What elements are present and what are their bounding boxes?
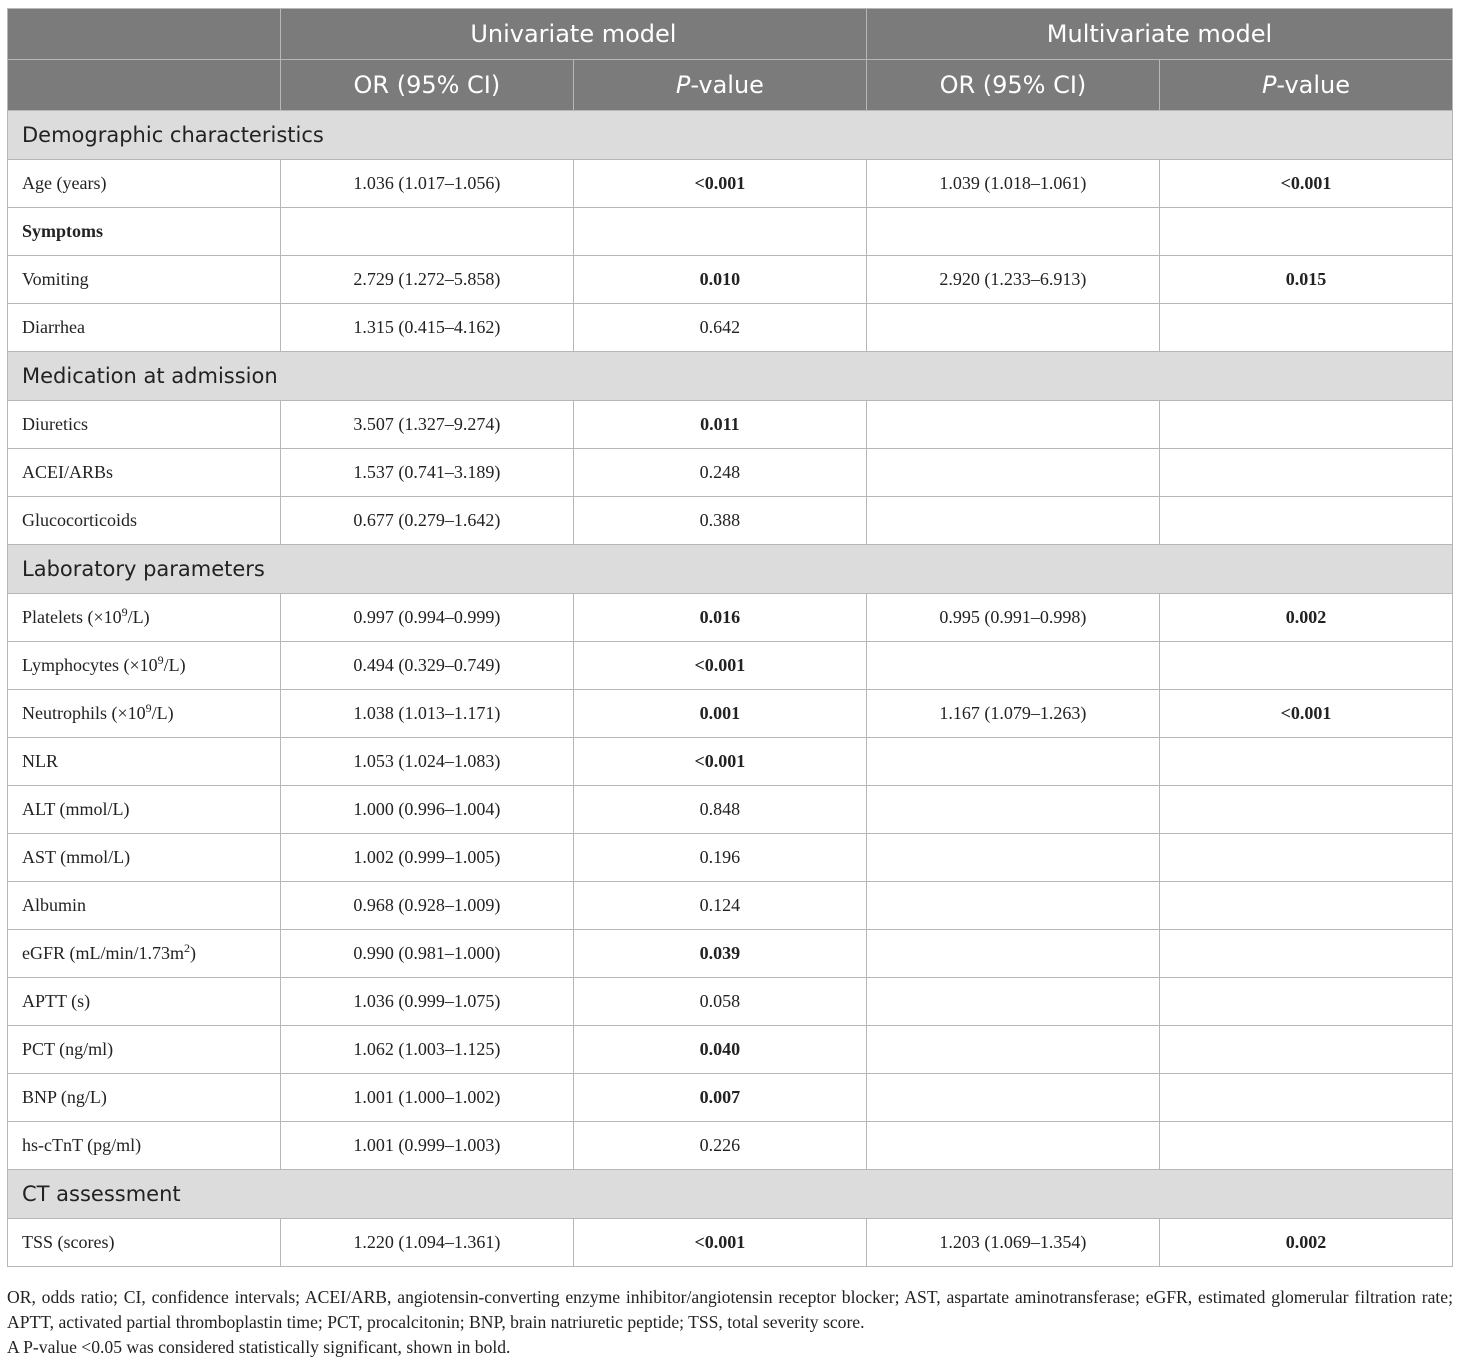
table-row: [8, 1219, 1453, 1267]
empty-cell: [866, 1122, 1159, 1170]
regression-table: [7, 8, 1453, 1267]
uni-p-cell: 0.848: [573, 786, 866, 834]
section-row: [8, 1170, 1453, 1219]
uni-p-cell: 0.058: [573, 978, 866, 1026]
empty-cell: [866, 449, 1159, 497]
section-row: [8, 545, 1453, 594]
empty-cell: [866, 642, 1159, 690]
table-row: [8, 256, 1453, 304]
multi-or-cell: 1.167 (1.079–1.263): [866, 690, 1159, 738]
uni-or-cell: 1.038 (1.013–1.171): [280, 690, 573, 738]
uni-or-cell: 0.997 (0.994–0.999): [280, 594, 573, 642]
multi-p-cell: <0.001: [1159, 160, 1452, 208]
section-medication: Medication at admission: [8, 352, 1453, 401]
header-uni-p: [573, 60, 866, 111]
row-label: PCT (ng/ml): [8, 1026, 281, 1074]
row-label: Diarrhea: [8, 304, 281, 352]
row-label: AST (mmol/L): [8, 834, 281, 882]
header-blank-2: [8, 60, 281, 111]
empty-cell: [1159, 497, 1452, 545]
empty-cell: [1159, 738, 1452, 786]
label-text: eGFR (mL/min/1.73m: [22, 943, 184, 963]
empty-cell: [1159, 449, 1452, 497]
row-label: Diuretics: [8, 401, 281, 449]
multi-p-cell: <0.001: [1159, 690, 1452, 738]
label-superscript: 9: [157, 653, 164, 667]
empty-cell: [866, 304, 1159, 352]
empty-cell: [866, 401, 1159, 449]
label-superscript: 9: [145, 701, 152, 715]
row-label: [8, 930, 281, 978]
empty-cell: [866, 930, 1159, 978]
empty-cell: [1159, 978, 1452, 1026]
empty-cell: [866, 1026, 1159, 1074]
empty-cell: [866, 497, 1159, 545]
empty-cell: [866, 882, 1159, 930]
row-label: hs-cTnT (pg/ml): [8, 1122, 281, 1170]
uni-or-cell: 3.507 (1.327–9.274): [280, 401, 573, 449]
uni-p-cell: <0.001: [573, 160, 866, 208]
empty-cell: [1159, 208, 1452, 256]
section-row: [8, 352, 1453, 401]
table-row: [8, 401, 1453, 449]
empty-cell: [1159, 304, 1452, 352]
empty-cell: [1159, 1074, 1452, 1122]
uni-p-cell: 0.124: [573, 882, 866, 930]
uni-or-cell: 1.001 (0.999–1.003): [280, 1122, 573, 1170]
header-uni-or: OR (95% CI): [280, 60, 573, 111]
uni-or-cell: 1.001 (1.000–1.002): [280, 1074, 573, 1122]
header-multi-p: [1159, 60, 1452, 111]
table-row: [8, 1074, 1453, 1122]
uni-p-cell: 0.226: [573, 1122, 866, 1170]
uni-or-cell: 2.729 (1.272–5.858): [280, 256, 573, 304]
section-demographic: Demographic characteristics: [8, 111, 1453, 160]
uni-or-cell: 1.220 (1.094–1.361): [280, 1219, 573, 1267]
table-row: [8, 642, 1453, 690]
row-label: BNP (ng/L): [8, 1074, 281, 1122]
label-text: Lymphocytes (×10: [22, 655, 158, 675]
uni-p-cell: 0.388: [573, 497, 866, 545]
row-label: [8, 594, 281, 642]
empty-cell: [866, 208, 1159, 256]
uni-or-cell: 0.968 (0.928–1.009): [280, 882, 573, 930]
row-label: NLR: [8, 738, 281, 786]
multi-p-cell: 0.002: [1159, 1219, 1452, 1267]
label-superscript: 9: [121, 605, 128, 619]
p-italic: P: [1261, 71, 1277, 99]
uni-p-cell: <0.001: [573, 1219, 866, 1267]
table-row: [8, 160, 1453, 208]
multi-p-cell: 0.002: [1159, 594, 1452, 642]
multi-or-cell: 1.203 (1.069–1.354): [866, 1219, 1159, 1267]
table-row: [8, 497, 1453, 545]
empty-cell: [866, 1074, 1159, 1122]
table-row: [8, 1026, 1453, 1074]
uni-p-cell: 0.040: [573, 1026, 866, 1074]
uni-p-cell: 0.010: [573, 256, 866, 304]
row-label: Symptoms: [8, 208, 281, 256]
empty-cell: [1159, 930, 1452, 978]
uni-or-cell: 1.036 (0.999–1.075): [280, 978, 573, 1026]
uni-p-cell: 0.039: [573, 930, 866, 978]
uni-p-cell: 0.196: [573, 834, 866, 882]
uni-or-cell: 1.036 (1.017–1.056): [280, 160, 573, 208]
table-row: [8, 882, 1453, 930]
section-ct: CT assessment: [8, 1170, 1453, 1219]
table-row: [8, 930, 1453, 978]
footnote-abbreviations: OR, odds ratio; CI, confidence intervals; ACEI/ARB, angiotensin-converting enzyme inhibitor/angiotensin receptor blocker; AST, aspartate aminotransferase; eGFR, estimated glomerular filtration rate; APTT, activated partial thromboplastin time; PCT, procalcitonin; BNP, brain natriuretic peptide; TSS, total severity score.: [7, 1287, 1453, 1332]
uni-p-cell: 0.007: [573, 1074, 866, 1122]
multi-or-cell: 0.995 (0.991–0.998): [866, 594, 1159, 642]
p-suffix: -value: [690, 71, 764, 99]
label-text: Neutrophils (×10: [22, 703, 146, 723]
multi-or-cell: 2.920 (1.233–6.913): [866, 256, 1159, 304]
uni-p-cell: <0.001: [573, 738, 866, 786]
uni-or-cell: 1.537 (0.741–3.189): [280, 449, 573, 497]
row-label: APTT (s): [8, 978, 281, 1026]
empty-cell: [1159, 786, 1452, 834]
row-label: Albumin: [8, 882, 281, 930]
row-label: ALT (mmol/L): [8, 786, 281, 834]
empty-cell: [1159, 1026, 1452, 1074]
empty-cell: [866, 978, 1159, 1026]
table-row: [8, 690, 1453, 738]
row-label: Glucocorticoids: [8, 497, 281, 545]
uni-p-cell: 0.248: [573, 449, 866, 497]
label-text: /L): [163, 655, 186, 675]
uni-p-cell: <0.001: [573, 642, 866, 690]
label-text: Platelets (×10: [22, 607, 122, 627]
table-row: [8, 594, 1453, 642]
empty-cell: [866, 834, 1159, 882]
table-row: [8, 834, 1453, 882]
uni-or-cell: 0.990 (0.981–1.000): [280, 930, 573, 978]
empty-cell: [1159, 834, 1452, 882]
empty-cell: [1159, 1122, 1452, 1170]
empty-cell: [1159, 401, 1452, 449]
table-row: [8, 208, 1453, 256]
uni-p-cell: 0.011: [573, 401, 866, 449]
label-superscript: 2: [184, 941, 190, 955]
header-univariate: Univariate model: [280, 9, 866, 60]
label-text: /L): [127, 607, 150, 627]
uni-or-cell: 1.315 (0.415–4.162): [280, 304, 573, 352]
table-row: [8, 786, 1453, 834]
uni-or-cell: 0.494 (0.329–0.749): [280, 642, 573, 690]
uni-or-cell: 0.677 (0.279–1.642): [280, 497, 573, 545]
uni-or-cell: 1.053 (1.024–1.083): [280, 738, 573, 786]
empty-cell: [866, 738, 1159, 786]
uni-p-cell: 0.001: [573, 690, 866, 738]
empty-cell: [573, 208, 866, 256]
header-multivariate: Multivariate model: [866, 9, 1452, 60]
empty-cell: [1159, 642, 1452, 690]
multi-or-cell: 1.039 (1.018–1.061): [866, 160, 1159, 208]
section-laboratory: Laboratory parameters: [8, 545, 1453, 594]
p-italic: P: [675, 71, 691, 99]
row-label: ACEI/ARBs: [8, 449, 281, 497]
table-row: [8, 738, 1453, 786]
table-footnote: [7, 1285, 1453, 1360]
uni-or-cell: 1.000 (0.996–1.004): [280, 786, 573, 834]
header-multi-or: OR (95% CI): [866, 60, 1159, 111]
label-text: /L): [151, 703, 174, 723]
row-label: [8, 642, 281, 690]
footnote-significance: A P-value <0.05 was considered statistically significant, shown in bold.: [7, 1337, 511, 1357]
table-row: [8, 978, 1453, 1026]
row-label: Age (years): [8, 160, 281, 208]
label-text: ): [190, 943, 196, 963]
header-blank: [8, 9, 281, 60]
row-label: TSS (scores): [8, 1219, 281, 1267]
row-label: Vomiting: [8, 256, 281, 304]
uni-p-cell: 0.642: [573, 304, 866, 352]
uni-p-cell: 0.016: [573, 594, 866, 642]
table-row: [8, 449, 1453, 497]
p-suffix: -value: [1276, 71, 1350, 99]
row-label: [8, 690, 281, 738]
table-row: [8, 1122, 1453, 1170]
multi-p-cell: 0.015: [1159, 256, 1452, 304]
uni-or-cell: 1.062 (1.003–1.125): [280, 1026, 573, 1074]
empty-cell: [280, 208, 573, 256]
empty-cell: [866, 786, 1159, 834]
empty-cell: [1159, 882, 1452, 930]
uni-or-cell: 1.002 (0.999–1.005): [280, 834, 573, 882]
section-row: [8, 111, 1453, 160]
table-row: [8, 304, 1453, 352]
